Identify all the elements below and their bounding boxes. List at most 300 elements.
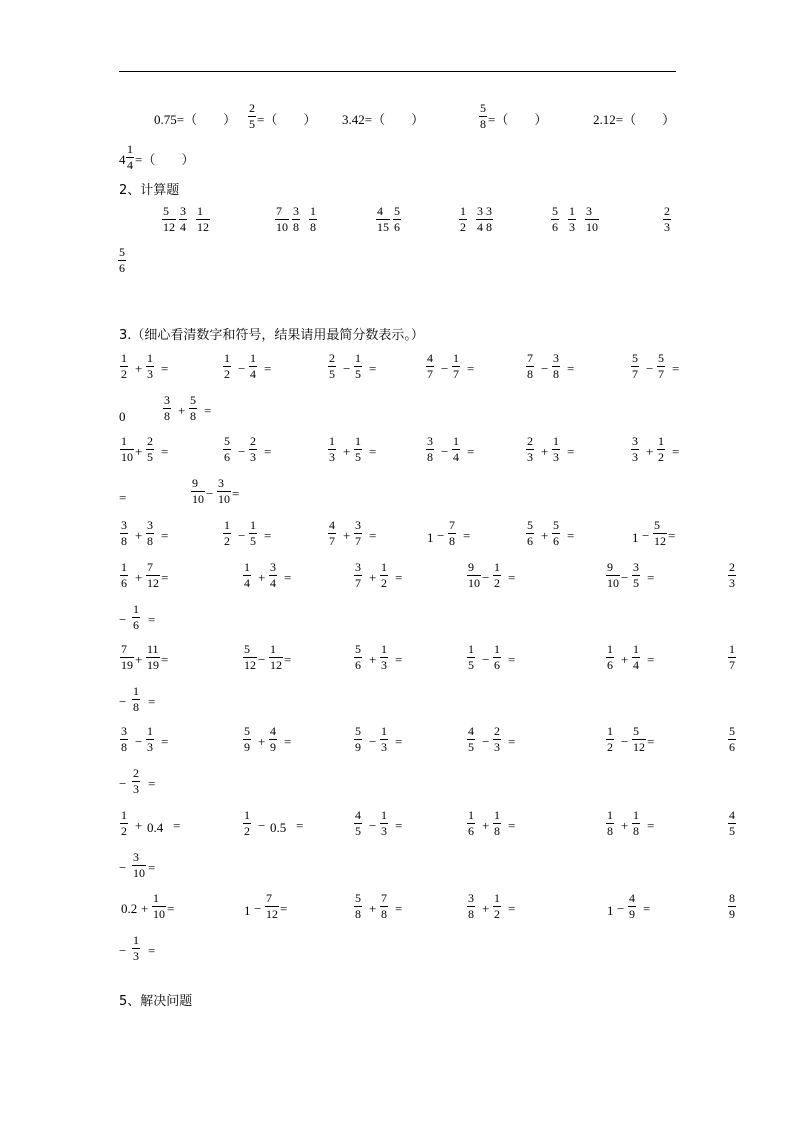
q6-3-b-bar <box>380 575 388 576</box>
conv-mixed-frac-bar <box>126 157 134 158</box>
q10-4-a-numerator: 3 <box>468 891 474 905</box>
calc3-frac2-denominator: 6 <box>394 220 400 234</box>
q6-2-a-bar <box>243 575 251 576</box>
tail1-a-denominator: 3 <box>729 576 735 590</box>
q7-3-op: + <box>369 652 377 667</box>
q8-3-b-numerator: 1 <box>381 724 387 738</box>
q9-3-a-numerator: 4 <box>355 808 361 822</box>
q9-5-a-denominator: 8 <box>607 824 613 838</box>
calc3-frac2-bar <box>393 219 401 220</box>
q9-2-a-bar <box>243 823 251 824</box>
conv-frac-b-bar <box>479 116 487 117</box>
q7-3-a-bar <box>354 657 362 658</box>
q6-1-a-bar <box>120 575 128 576</box>
q1-2-b-numerator: 1 <box>250 351 256 365</box>
q1-4-a-denominator: 7 <box>427 367 433 381</box>
q5-5-b-bar <box>552 533 560 534</box>
q8-2-eq: = <box>284 734 292 749</box>
q8-1-a-numerator: 3 <box>121 724 127 738</box>
q8-5-a-numerator: 1 <box>607 724 613 738</box>
q3-5-a-numerator: 2 <box>527 434 533 448</box>
q1-4-b-denominator: 7 <box>453 367 459 381</box>
q6-3-a-bar <box>354 575 362 576</box>
q5-5-op: + <box>541 528 549 543</box>
q6-5-a-bar <box>606 575 620 576</box>
q1-2-a-bar <box>223 366 231 367</box>
q9-5-op: + <box>621 818 629 833</box>
q3-1-eq: = <box>161 444 169 459</box>
calc2-frac3-bar <box>309 219 317 220</box>
q7-3-b-denominator: 3 <box>381 658 387 672</box>
q1-6-eq: = <box>672 361 680 376</box>
q1-5-b-bar <box>552 366 560 367</box>
q7-3-eq: = <box>395 652 403 667</box>
q3-2-b-denominator: 3 <box>250 450 256 464</box>
q1-1-a-bar <box>120 366 128 367</box>
q10-5-eq: = <box>643 901 651 916</box>
calc4-frac2-numerator: 3 3 <box>477 204 492 218</box>
q7-1-eq: = <box>161 652 169 667</box>
q6-1-b-numerator: 7 <box>147 560 153 574</box>
q8-1-b-denominator: 3 <box>147 740 153 754</box>
calc6-cont-bar <box>118 260 126 261</box>
q1-5-b-denominator: 8 <box>553 367 559 381</box>
tail5-b-numerator: 1 <box>133 933 139 947</box>
q8-1-op: − <box>135 734 143 749</box>
calc5-frac3-numerator: 3 <box>586 204 592 218</box>
calc1-frac3-denominator: 12 <box>197 220 209 234</box>
q7-2-a-bar <box>243 657 257 658</box>
conv-mixed-frac-denominator: 4 <box>127 158 133 172</box>
q9-4-op: + <box>482 818 490 833</box>
q5-4-op: − <box>437 528 445 543</box>
q9-2-op: − <box>258 818 266 833</box>
q9-2-a-numerator: 1 <box>244 808 250 822</box>
calc4-frac1-numerator: 1 <box>460 204 466 218</box>
q1-3-b-bar <box>354 366 362 367</box>
q1-1-eq: = <box>161 361 169 376</box>
q10-5-b-numerator: 4 <box>629 891 635 905</box>
tail1-a-numerator: 2 <box>729 560 735 574</box>
q10-5-op: − <box>617 901 625 916</box>
q10-3-b-numerator: 7 <box>381 891 387 905</box>
q5-1-b-bar <box>146 533 154 534</box>
q3-2-a-bar <box>223 449 231 450</box>
q9-1-a-denominator: 2 <box>121 824 127 838</box>
q10-3-b-bar <box>380 906 388 907</box>
q2-1-b-bar <box>189 408 197 409</box>
q4-1-a-denominator: 10 <box>192 492 204 506</box>
calc6-frac1-bar <box>663 219 671 220</box>
calc1-frac3-bar <box>196 219 210 220</box>
q3-3-eq: = <box>369 444 377 459</box>
calc2-frac2-numerator: 3 <box>293 204 299 218</box>
q3-4-eq: = <box>467 444 475 459</box>
q8-5-b-denominator: 12 <box>633 740 645 754</box>
tail4-a-bar <box>728 823 736 824</box>
q8-3-a-denominator: 9 <box>355 740 361 754</box>
q9-5-b-bar <box>632 823 640 824</box>
q1-2-op: − <box>238 361 246 376</box>
q1-2-a-denominator: 2 <box>224 367 230 381</box>
q1-1-a-numerator: 1 <box>121 351 127 365</box>
q3-6-eq: = <box>672 444 680 459</box>
q10-5-b-denominator: 9 <box>629 907 635 921</box>
q10-1-a-num: 0.2 <box>121 901 138 916</box>
q3-3-a-denominator: 3 <box>329 450 335 464</box>
tail2-op: − <box>119 694 127 709</box>
q1-5-a-denominator: 8 <box>527 367 533 381</box>
conv-2: =（ ） <box>257 112 317 127</box>
q6-5-a-denominator: 10 <box>607 576 619 590</box>
q9-2-b-num: 0.5 <box>270 820 287 835</box>
q5-4-b-numerator: 7 <box>449 518 455 532</box>
q7-1-b-denominator: 19 <box>147 658 159 672</box>
q3-1-op: + <box>135 444 143 459</box>
calc5-frac2-bar <box>568 219 576 220</box>
q2-1-b-numerator: 5 <box>190 393 196 407</box>
calc1-frac2-numerator: 3 <box>180 204 186 218</box>
q1-1-a-denominator: 2 <box>121 367 127 381</box>
q5-2-b-numerator: 1 <box>250 518 256 532</box>
tail5-b-bar <box>132 948 140 949</box>
q8-4-op: − <box>482 734 490 749</box>
q6-1-a-numerator: 1 <box>121 560 127 574</box>
q1-3-op: − <box>343 361 351 376</box>
q7-1-a-denominator: 19 <box>121 658 133 672</box>
q7-4-b-bar <box>493 657 501 658</box>
calc1-frac2-bar <box>179 219 187 220</box>
q5-1-a-bar <box>120 533 128 534</box>
q1-2-b-denominator: 4 <box>250 367 256 381</box>
q3-6-a-numerator: 3 <box>632 434 638 448</box>
conv-5: 2.12=（ ） <box>593 112 676 127</box>
q8-4-a-numerator: 4 <box>468 724 474 738</box>
q5-3-b-denominator: 7 <box>355 534 361 548</box>
q8-1-a-bar <box>120 739 128 740</box>
q7-4-a-denominator: 5 <box>468 658 474 672</box>
q3-5-a-denominator: 3 <box>527 450 533 464</box>
q10-5-b-bar <box>628 906 636 907</box>
q3-1-b-bar <box>146 449 154 450</box>
q2-1-a-numerator: 3 <box>164 393 170 407</box>
q10-4-b-bar <box>493 906 501 907</box>
calc1-frac2-denominator: 4 <box>180 220 186 234</box>
q7-5-a-numerator: 1 <box>607 642 613 656</box>
q10-3-a-denominator: 8 <box>355 907 361 921</box>
q8-2-b-denominator: 9 <box>270 740 276 754</box>
q3-1-b-numerator: 2 <box>147 434 153 448</box>
tail4-b-numerator: 3 <box>133 850 139 864</box>
q9-4-b-numerator: 1 <box>494 808 500 822</box>
q5-6-b-denominator: 12 <box>654 534 666 548</box>
q3-3-b-numerator: 1 <box>355 434 361 448</box>
q1-1-b-numerator: 1 <box>147 351 153 365</box>
row4-eq-lead: = <box>119 490 127 505</box>
section3-heading: 3.（细心看清数字和符号，结果请用最简分数表示。） <box>119 328 424 343</box>
q9-4-a-bar <box>467 823 475 824</box>
q1-6-b-numerator: 5 <box>658 351 664 365</box>
q7-2-eq: = <box>284 652 292 667</box>
q8-3-eq: = <box>395 734 403 749</box>
tail3-a-denominator: 6 <box>729 740 735 754</box>
q3-3-a-bar <box>328 449 336 450</box>
calc1-frac1-denominator: 12 <box>163 220 175 234</box>
tail1-b-numerator: 1 <box>133 602 139 616</box>
calc2-frac3-numerator: 1 <box>310 204 316 218</box>
q7-4-a-bar <box>467 657 475 658</box>
q3-6-b-numerator: 1 <box>658 434 664 448</box>
q3-6-a-denominator: 3 <box>632 450 638 464</box>
q5-3-eq: = <box>369 528 377 543</box>
q7-1-a-numerator: 7 <box>121 642 127 656</box>
q5-6-b-numerator: 5 <box>654 518 660 532</box>
calc2-frac1-denominator: 10 <box>276 220 288 234</box>
q10-3-a-bar <box>354 906 362 907</box>
q1-6-a-denominator: 7 <box>632 367 638 381</box>
q9-4-b-denominator: 8 <box>494 824 500 838</box>
conv-frac-b-denominator: 8 <box>480 117 486 131</box>
q9-5-a-bar <box>606 823 614 824</box>
q1-2-eq: = <box>264 361 272 376</box>
q9-1-a-bar <box>120 823 128 824</box>
q1-6-op: − <box>646 361 654 376</box>
q9-2-eq: = <box>296 818 304 833</box>
calc2-frac3-denominator: 8 <box>310 220 316 234</box>
tail1-eq: = <box>148 612 156 627</box>
q1-6-b-denominator: 7 <box>658 367 664 381</box>
q3-4-a-bar <box>426 449 434 450</box>
q3-3-a-numerator: 1 <box>329 434 335 448</box>
q1-6-b-bar <box>657 366 665 367</box>
q3-5-b-bar <box>552 449 560 450</box>
q5-3-a-numerator: 4 <box>329 518 335 532</box>
q3-4-b-denominator: 4 <box>453 450 459 464</box>
q6-3-b-denominator: 2 <box>381 576 387 590</box>
tail4-a-numerator: 4 <box>729 808 735 822</box>
q9-1-b-num: 0.4 <box>147 820 164 835</box>
conv-mixed-frac-numerator: 1 <box>127 142 133 156</box>
q5-2-a-bar <box>223 533 231 534</box>
q7-3-a-numerator: 5 <box>355 642 361 656</box>
q6-2-b-denominator: 4 <box>270 576 276 590</box>
q7-2-b-bar <box>269 657 283 658</box>
q10-2-b-numerator: 7 <box>266 891 272 905</box>
q5-2-b-denominator: 5 <box>250 534 256 548</box>
q3-5-b-numerator: 1 <box>553 434 559 448</box>
q3-3-b-bar <box>354 449 362 450</box>
q1-3-eq: = <box>369 361 377 376</box>
q6-1-eq: = <box>161 570 169 585</box>
q1-2-a-numerator: 1 <box>224 351 230 365</box>
q9-5-b-denominator: 8 <box>633 824 639 838</box>
q3-1-b-denominator: 5 <box>147 450 153 464</box>
q10-3-op: + <box>369 901 377 916</box>
q3-2-a-numerator: 5 <box>224 434 230 448</box>
calc5-frac3-denominator: 10 <box>586 220 598 234</box>
q6-4-b-denominator: 2 <box>494 576 500 590</box>
q7-5-eq: = <box>647 652 655 667</box>
q5-2-eq: = <box>264 528 272 543</box>
tail3-a-numerator: 5 <box>729 724 735 738</box>
tail3-eq: = <box>148 776 156 791</box>
calc3-frac2-numerator: 5 <box>394 204 400 218</box>
q7-2-a-denominator: 12 <box>244 658 256 672</box>
q6-3-eq: = <box>395 570 403 585</box>
q5-2-b-bar <box>249 533 257 534</box>
tail3-b-numerator: 2 <box>133 766 139 780</box>
q1-6-a-numerator: 5 <box>632 351 638 365</box>
q8-5-b-bar <box>632 739 646 740</box>
section2-heading: 2、计算题 <box>119 183 180 198</box>
q10-2-b-bar <box>265 906 279 907</box>
calc5-frac3-bar <box>585 219 599 220</box>
q6-1-b-denominator: 12 <box>147 576 159 590</box>
q3-3-op: + <box>343 444 351 459</box>
q1-4-b-numerator: 1 <box>453 351 459 365</box>
q5-5-a-bar <box>526 533 534 534</box>
q8-3-b-denominator: 3 <box>381 740 387 754</box>
tail5-a-denominator: 9 <box>729 907 735 921</box>
q9-3-b-denominator: 3 <box>381 824 387 838</box>
q5-4-eq: = <box>463 528 471 543</box>
q8-2-a-numerator: 5 <box>244 724 250 738</box>
q6-4-a-numerator: 9 <box>468 560 474 574</box>
q10-3-eq: = <box>395 901 403 916</box>
q8-4-b-numerator: 2 <box>494 724 500 738</box>
q9-4-b-bar <box>493 823 501 824</box>
q9-3-op: − <box>369 818 377 833</box>
q5-1-op: + <box>135 528 143 543</box>
q6-2-b-bar <box>269 575 277 576</box>
tail3-a-bar <box>728 739 736 740</box>
q9-5-a-numerator: 1 <box>607 808 613 822</box>
q1-6-a-bar <box>631 366 639 367</box>
q8-4-b-bar <box>493 739 501 740</box>
tail4-eq: = <box>148 860 156 875</box>
q6-3-a-numerator: 3 <box>355 560 361 574</box>
conv-3: 3.42=（ ） <box>342 112 425 127</box>
q10-5-a-whole: 1 <box>607 903 614 918</box>
q7-5-op: + <box>621 652 629 667</box>
q8-1-eq: = <box>161 734 169 749</box>
q9-5-eq: = <box>647 818 655 833</box>
q5-2-op: − <box>238 528 246 543</box>
q3-2-b-bar <box>249 449 257 450</box>
conv-mixed-whole: 4 <box>119 152 126 167</box>
q8-3-a-numerator: 5 <box>355 724 361 738</box>
calc6-frac1-denominator: 3 <box>664 220 670 234</box>
q5-3-a-bar <box>328 533 336 534</box>
q4-1-eq: = <box>232 486 240 501</box>
q3-2-eq: = <box>264 444 272 459</box>
q7-4-a-numerator: 1 <box>468 642 474 656</box>
q4-1-op: − <box>206 486 214 501</box>
q7-3-b-bar <box>380 657 388 658</box>
q1-3-a-bar <box>328 366 336 367</box>
q9-4-a-denominator: 6 <box>468 824 474 838</box>
q7-5-b-numerator: 1 <box>633 642 639 656</box>
q10-4-a-bar <box>467 906 475 907</box>
q1-5-b-numerator: 3 <box>553 351 559 365</box>
q1-4-op: − <box>441 361 449 376</box>
q7-4-b-numerator: 1 <box>494 642 500 656</box>
calc5-frac1-bar <box>551 219 559 220</box>
calc2-frac1-numerator: 7 <box>276 204 282 218</box>
q1-1-b-bar <box>146 366 154 367</box>
q10-1-b-numerator: 1 <box>153 891 159 905</box>
calc1-frac1-bar <box>162 219 176 220</box>
q8-4-eq: = <box>508 734 516 749</box>
q7-2-b-denominator: 12 <box>270 658 282 672</box>
q1-3-b-denominator: 5 <box>355 367 361 381</box>
q8-1-b-numerator: 1 <box>147 724 153 738</box>
q3-3-b-denominator: 5 <box>355 450 361 464</box>
q5-6-op: − <box>642 528 650 543</box>
q3-4-a-denominator: 8 <box>427 450 433 464</box>
q8-3-a-bar <box>354 739 362 740</box>
q8-2-b-bar <box>269 739 277 740</box>
q7-2-a-numerator: 5 <box>244 642 250 656</box>
q2-1-b-denominator: 8 <box>190 409 196 423</box>
calc3-frac1-numerator: 4 <box>377 204 383 218</box>
calc1-frac1-numerator: 5 <box>163 204 169 218</box>
q7-4-b-denominator: 6 <box>494 658 500 672</box>
q3-1-a-denominator: 10 <box>121 450 133 464</box>
q6-5-op: − <box>621 570 629 585</box>
q7-1-b-numerator: 11 <box>147 642 159 656</box>
q1-4-b-bar <box>452 366 460 367</box>
conv-1: 0.75=（ ） <box>154 112 237 127</box>
q10-2-b-denominator: 12 <box>266 907 278 921</box>
q2-1-a-bar <box>163 408 171 409</box>
q1-3-a-numerator: 2 <box>329 351 335 365</box>
q7-5-b-denominator: 4 <box>633 658 639 672</box>
tail5-a-bar <box>728 906 736 907</box>
q3-6-a-bar <box>631 449 639 450</box>
q8-2-op: + <box>258 734 266 749</box>
q8-5-eq: = <box>647 734 655 749</box>
q7-2-b-numerator: 1 <box>270 642 276 656</box>
q7-4-eq: = <box>508 652 516 667</box>
q1-5-a-bar <box>526 366 534 367</box>
calc5-frac2-denominator: 3 <box>569 220 575 234</box>
tail2-b-denominator: 8 <box>133 700 139 714</box>
q1-3-a-denominator: 5 <box>329 367 335 381</box>
q5-5-a-numerator: 5 <box>527 518 533 532</box>
q5-4-b-bar <box>448 533 456 534</box>
q3-2-a-denominator: 6 <box>224 450 230 464</box>
q9-4-a-numerator: 1 <box>468 808 474 822</box>
tail2-a-bar <box>728 657 736 658</box>
tail1-b-bar <box>132 617 140 618</box>
q3-1-a-numerator: 1 <box>121 434 127 448</box>
q5-4-b-denominator: 8 <box>449 534 455 548</box>
q10-3-b-denominator: 8 <box>381 907 387 921</box>
conv-frac-b-numerator: 5 <box>480 101 486 115</box>
q4-1-a-numerator: 9 <box>192 476 198 490</box>
tail4-op: − <box>119 860 127 875</box>
q7-1-b-bar <box>146 657 160 658</box>
q7-5-a-bar <box>606 657 614 658</box>
q8-4-a-bar <box>467 739 475 740</box>
calc6-frac1-numerator: 2 <box>664 204 670 218</box>
q1-3-b-numerator: 1 <box>355 351 361 365</box>
q6-2-a-numerator: 1 <box>244 560 250 574</box>
q6-5-b-bar <box>632 575 640 576</box>
q2-1-eq: = <box>204 403 212 418</box>
q6-2-a-denominator: 4 <box>244 576 250 590</box>
